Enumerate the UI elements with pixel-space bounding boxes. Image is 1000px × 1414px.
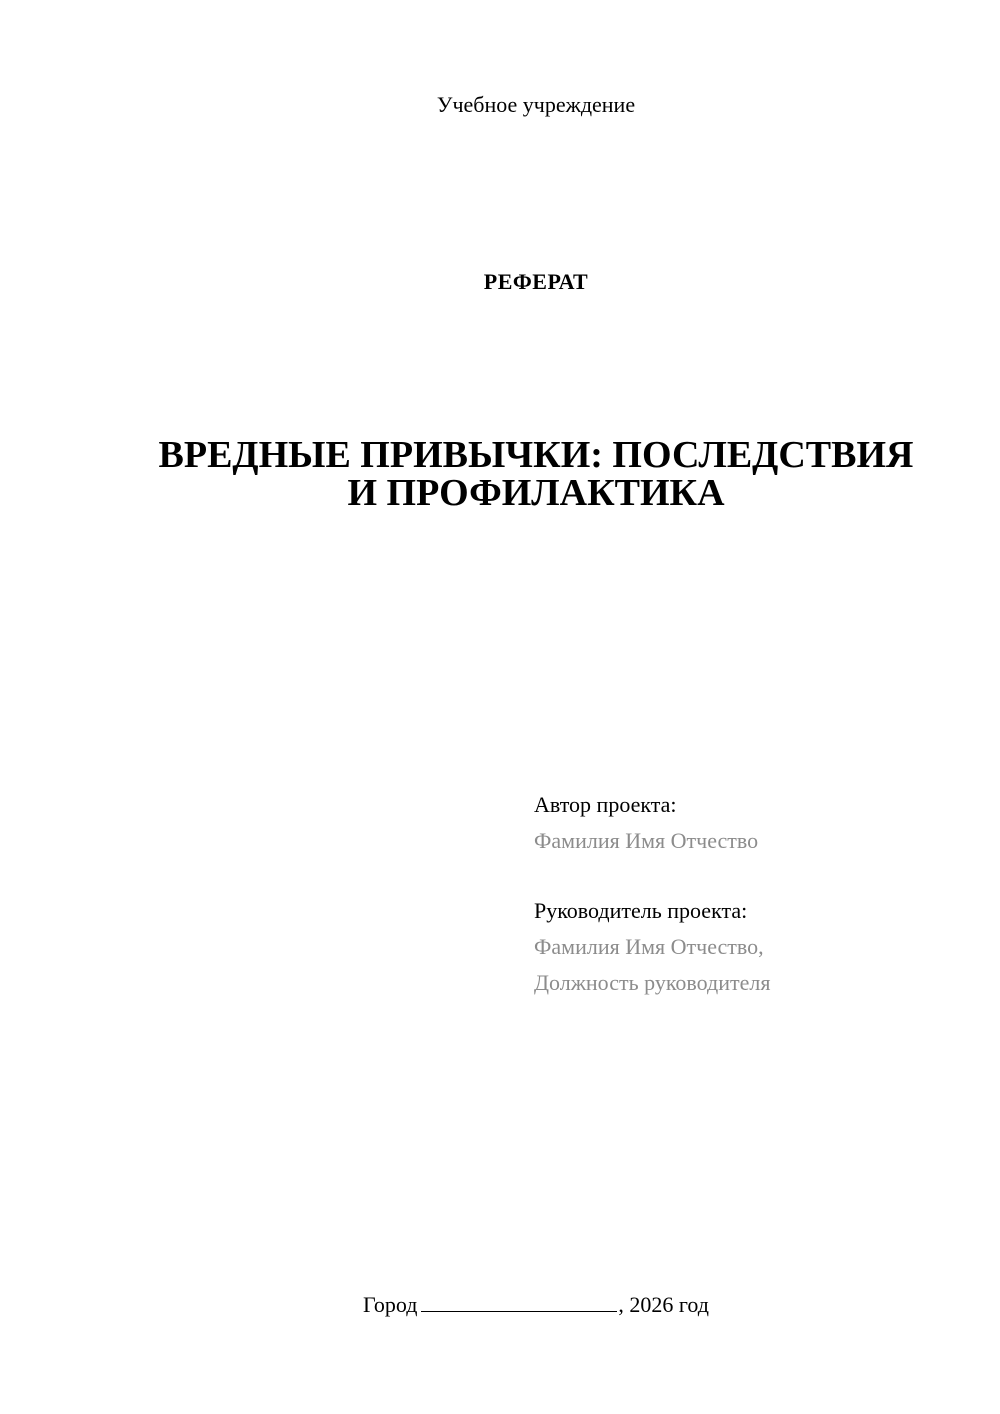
author-name: Фамилия Имя Отчество bbox=[534, 828, 759, 853]
author-label: Автор проекта: bbox=[534, 792, 677, 817]
city-label: Город bbox=[363, 1292, 418, 1317]
institution-name: Учебное учреждение bbox=[436, 92, 636, 117]
supervisor-label: Руководитель проекта: bbox=[534, 898, 748, 923]
credits-block bbox=[534, 787, 974, 1001]
document-title-line-1: ВРЕДНЫЕ ПРИВЫЧКИ: ПОСЛЕДСТВИЯ bbox=[158, 434, 914, 476]
supervisor-position: Должность руководителя bbox=[534, 970, 771, 995]
year-text: , 2026 год bbox=[618, 1292, 709, 1317]
supervisor-name: Фамилия Имя Отчество, bbox=[534, 934, 764, 959]
document-title-line-2: И ПРОФИЛАКТИКА bbox=[347, 472, 725, 514]
document-title bbox=[0, 436, 1000, 512]
city-year-line bbox=[0, 1290, 1000, 1320]
city-blank-underline bbox=[421, 1293, 617, 1312]
document-type: РЕФЕРАТ bbox=[483, 269, 589, 294]
